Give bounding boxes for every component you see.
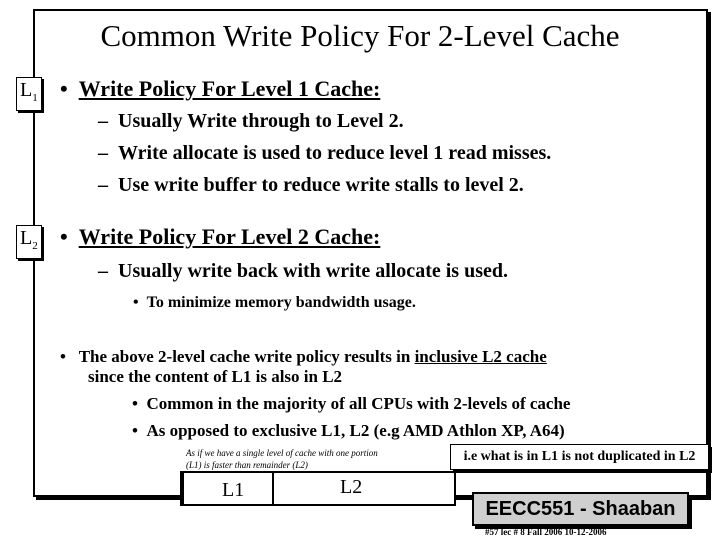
l1-item-text: Write allocate is used to reduce level 1 read misses. xyxy=(118,142,552,164)
l1-tag xyxy=(16,77,42,111)
l2-item-text: Usually write back with write allocate is used. xyxy=(118,260,508,282)
slide-footer: #57 lec # 8 Fall 2006 10-12-2006 xyxy=(485,527,607,537)
l1-tag-sub: 1 xyxy=(32,92,38,104)
bullet-icon: • xyxy=(60,224,68,249)
l1-item-2 xyxy=(98,142,551,165)
inclusive-note-box: i.e what is in L1 is not duplicated in L2 xyxy=(450,444,709,470)
inclusive-line2: since the content of L1 is also in L2 xyxy=(88,367,343,386)
dash-icon: – xyxy=(98,174,108,196)
cache-level-bar xyxy=(180,471,456,506)
dash-icon: – xyxy=(98,260,108,282)
cache-bar-l1: L1 xyxy=(222,479,245,501)
l1-heading: Write Policy For Level 1 Cache: xyxy=(78,76,381,101)
inclusive-underlined: inclusive L2 cache xyxy=(414,347,547,366)
bullet-icon: • xyxy=(60,347,66,366)
l2-heading-bullet xyxy=(60,224,380,250)
l1-item-1 xyxy=(98,110,404,133)
l2-tag xyxy=(16,225,42,259)
course-label-text: EECC551 - Shaaban xyxy=(485,498,676,520)
l2-subitem xyxy=(133,294,416,312)
dash-icon: – xyxy=(98,142,108,164)
inclusive-point-2 xyxy=(132,421,565,441)
course-label xyxy=(472,492,689,526)
inclusive-line1-pre: The above 2-level cache write policy results in xyxy=(78,347,415,366)
dash-icon: – xyxy=(98,110,108,132)
l2-tag-sub: 2 xyxy=(32,240,38,252)
inclusive-point-text: Common in the majority of all CPUs with 2-levels of cache xyxy=(146,394,571,413)
inclusive-point-text: As opposed to exclusive L1, L2 (e.g AMD Athlon XP, A64) xyxy=(146,421,565,440)
bullet-icon: • xyxy=(132,394,138,413)
inclusive-point-1 xyxy=(132,394,570,414)
l1-item-text: Usually Write through to Level 2. xyxy=(118,110,404,132)
l2-item-1 xyxy=(98,260,508,283)
bullet-icon: • xyxy=(132,421,138,440)
bullet-icon: • xyxy=(133,294,139,311)
slide-title: Common Write Policy For 2-Level Cache xyxy=(100,18,620,53)
bullet-icon: • xyxy=(60,76,68,101)
l2-tag-main: L xyxy=(20,227,33,249)
inclusive-paragraph xyxy=(60,347,680,387)
l1-tag-main: L xyxy=(20,79,33,101)
l2-heading: Write Policy For Level 2 Cache: xyxy=(78,224,381,249)
l2-subitem-text: To minimize memory bandwidth usage. xyxy=(146,294,416,311)
l1-item-text: Use write buffer to reduce write stalls to level 2. xyxy=(118,174,524,196)
l1-heading-bullet xyxy=(60,76,380,102)
l1-item-3 xyxy=(98,174,524,197)
single-level-note: As if we have a single level of cache with one portion (L1) is faster than remainder (L2) xyxy=(186,448,378,470)
cache-bar-l2: L2 xyxy=(340,476,363,498)
cache-bar-divider xyxy=(272,473,274,504)
